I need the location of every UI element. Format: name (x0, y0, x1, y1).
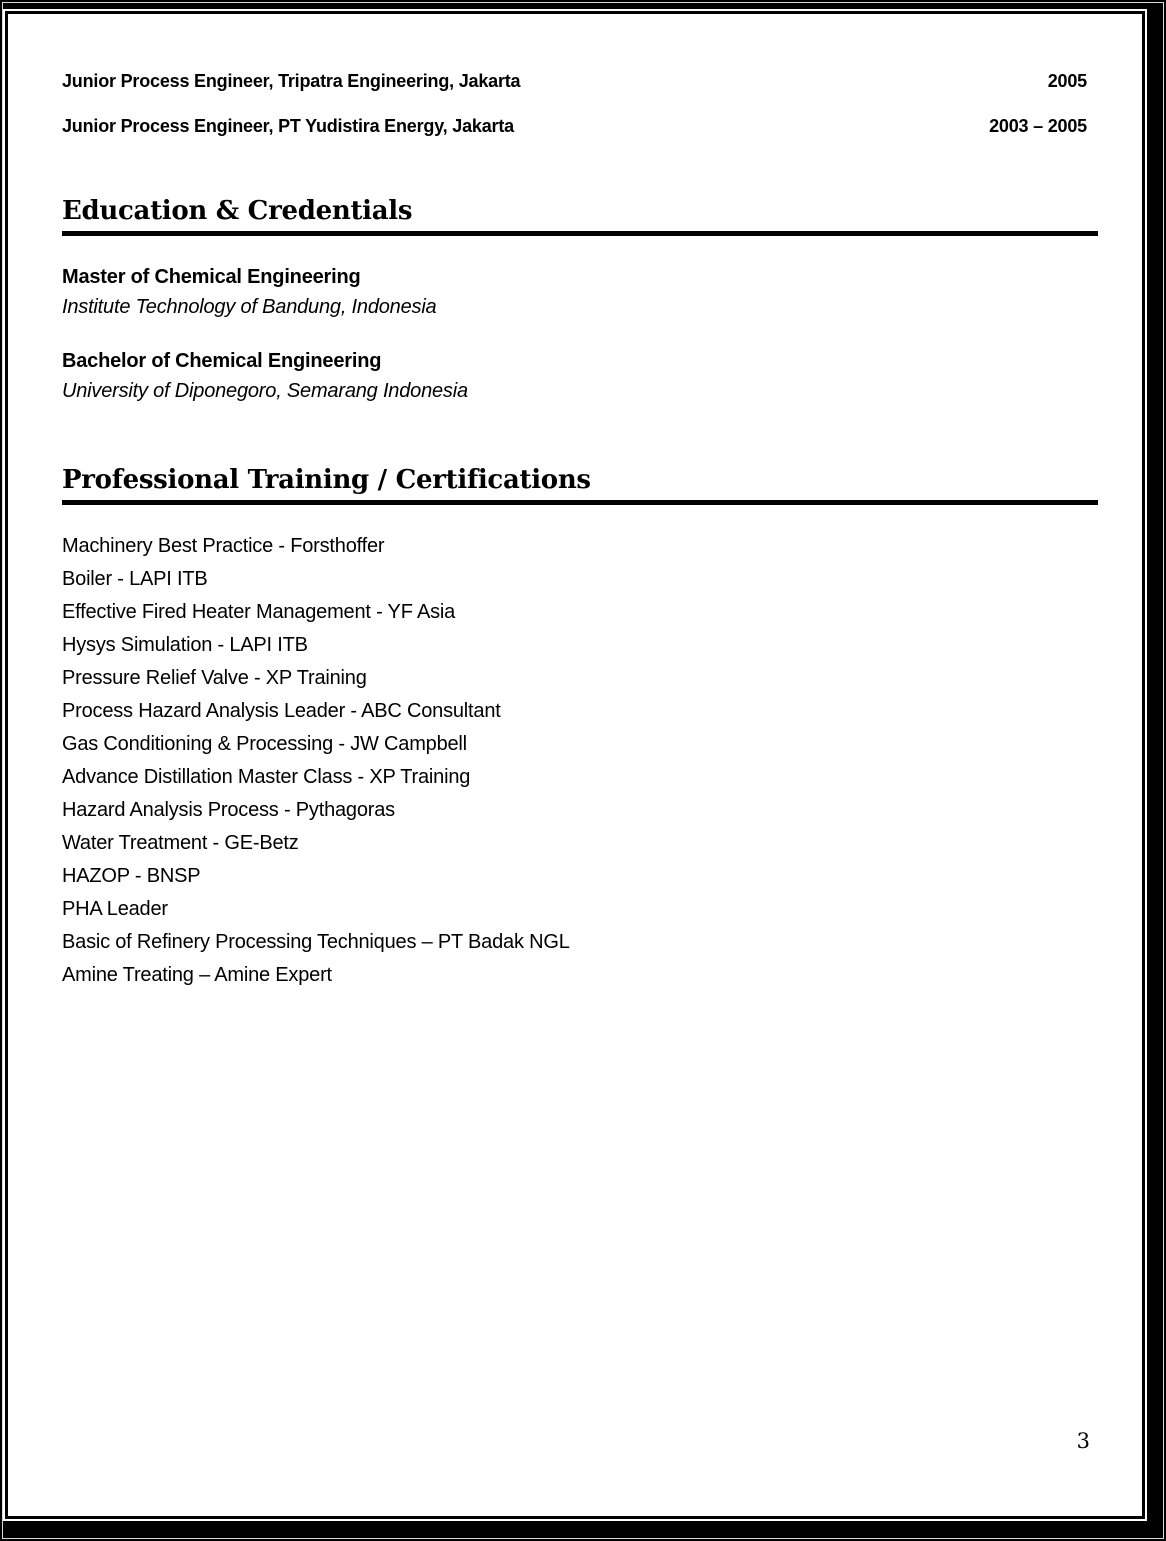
page-number: 3 (1076, 1429, 1090, 1453)
school-name: Institute Technology of Bandung, Indonesia (62, 296, 437, 318)
training-item: Gas Conditioning & Processing - JW Campbell (62, 733, 467, 755)
training-item: Boiler - LAPI ITB (62, 568, 208, 590)
school-name: University of Diponegoro, Semarang Indonesia (62, 380, 468, 402)
experience-row (62, 67, 1098, 95)
job-title: Junior Process Engineer, PT Yudistira Energy, Jakarta (62, 116, 514, 136)
education-section (62, 262, 1098, 406)
resume-page (5, 11, 1145, 1519)
degree-title: Master of Chemical Engineering (62, 266, 361, 288)
training-item: Process Hazard Analysis Leader - ABC Consultant (62, 700, 501, 722)
education-entry (62, 262, 1098, 322)
education-heading: Education & Credentials (62, 195, 1098, 236)
training-item: Water Treatment - GE-Betz (62, 832, 299, 854)
training-item: Hazard Analysis Process - Pythagoras (62, 799, 395, 821)
degree-title: Bachelor of Chemical Engineering (62, 350, 382, 372)
page-content (8, 14, 1142, 992)
education-entry (62, 346, 1098, 406)
training-item: HAZOP - BNSP (62, 865, 201, 887)
job-dates: 2005 (1047, 71, 1087, 91)
experience-row (62, 112, 1098, 140)
training-item: Amine Treating – Amine Expert (62, 964, 332, 986)
training-item: PHA Leader (62, 898, 168, 920)
job-title: Junior Process Engineer, Tripatra Engineering, Jakarta (62, 71, 521, 91)
training-item: Machinery Best Practice - Forsthoffer (62, 535, 385, 557)
training-list (62, 530, 1098, 992)
training-item: Effective Fired Heater Management - YF Asia (62, 601, 456, 623)
training-item: Basic of Refinery Processing Techniques – PT Badak NGL (62, 931, 570, 953)
training-item: Pressure Relief Valve - XP Training (62, 667, 367, 689)
job-dates: 2003 – 2005 (989, 116, 1087, 136)
experience-section (62, 67, 1098, 140)
training-item: Hysys Simulation - LAPI ITB (62, 634, 308, 656)
training-item: Advance Distillation Master Class - XP Training (62, 766, 471, 788)
training-heading: Professional Training / Certifications (62, 464, 1098, 505)
